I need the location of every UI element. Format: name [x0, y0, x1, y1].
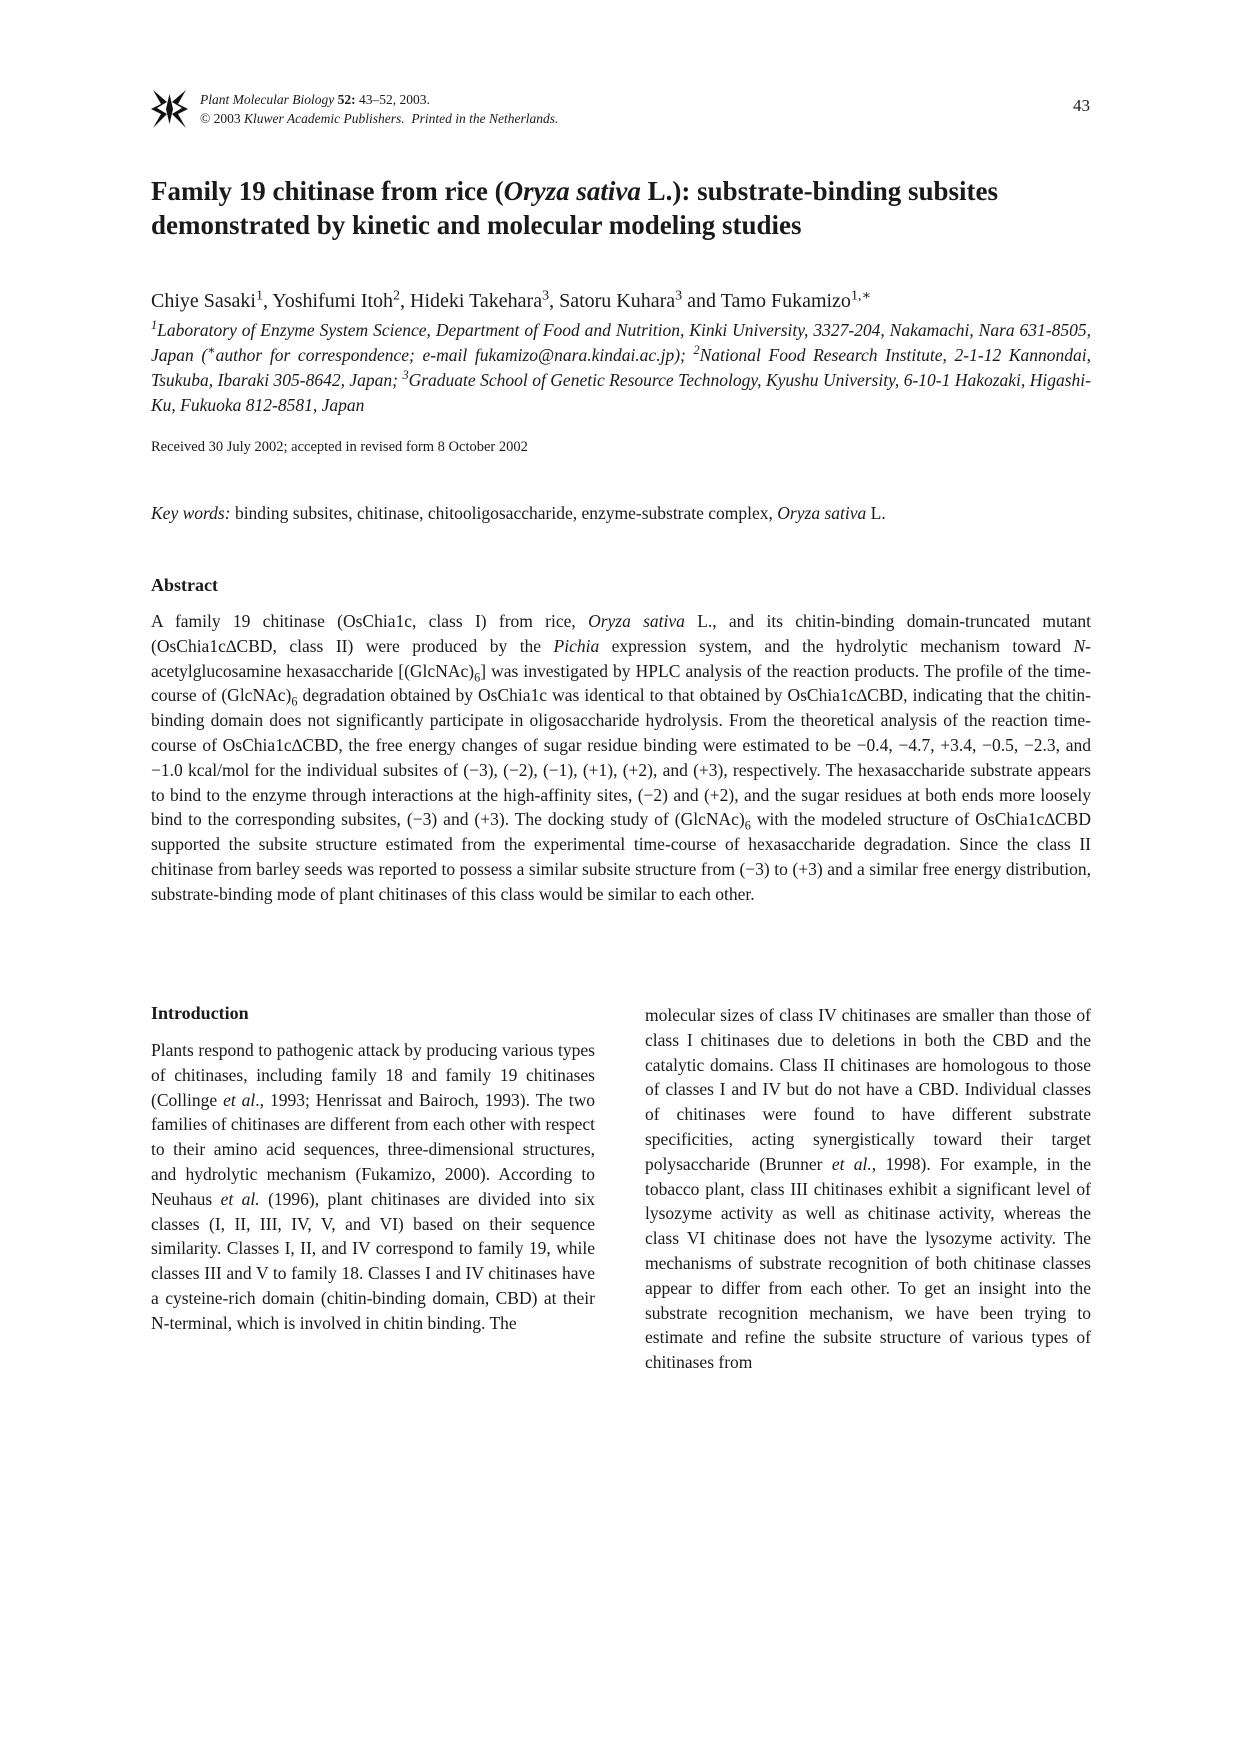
- affil-2-marker: 2: [693, 343, 700, 358]
- printed-location: Printed in the Netherlands.: [411, 111, 559, 126]
- affil-1-marker: 1: [151, 318, 158, 333]
- introduction-heading: Introduction: [151, 1003, 249, 1023]
- abstract-text: ] was investigated by HPLC analysis of the reaction products. The profile of the time-course of (GlcNAc): [151, 660, 1091, 706]
- title-part-1: Family 19 chitinase from rice (: [151, 176, 504, 206]
- abstract-text: expression system, and the hydrolytic mechanism toward: [599, 635, 1074, 656]
- author-4: , Satoru Kuhara: [549, 290, 676, 312]
- abstract-heading: Abstract: [151, 575, 218, 595]
- abstract-text: degradation obtained by OsChia1c was identical to that obtained by OsChia1c∆CBD, indicating that the chitin-binding domain does not significantly participate in oligosaccharide hydrolysis. From the theoretical analysis of the reaction time-course of OsChia1c∆CBD, the free energy changes of sugar residue binding were estimated to be −0.4, −4.7, +3.4, −0.5, −2.3, and −1.0 kcal/mol for the individual subsites of (−3), (−2), (−1), (+1), (+2), and (+3), respectively. The hexasaccharide substrate appears to bind to the enzyme through interactions at the high-affinity sites, (−2) and (+2), and the sugar residues at both ends more loosely bind to the corresponding subsites, (−3) and (+3). The docking study of (GlcNAc): [151, 685, 1092, 830]
- journal-line-2: [200, 109, 558, 128]
- affiliations: [151, 318, 1091, 418]
- keywords-suffix: L.: [866, 503, 886, 523]
- publisher-logo-icon: [151, 88, 188, 130]
- keywords: [151, 503, 1091, 524]
- author-1: Chiye Sasaki: [151, 290, 256, 312]
- journal-volume: 52:: [337, 92, 356, 107]
- author-2-affil: 2: [393, 288, 401, 304]
- abstract-subscript: 6: [474, 670, 481, 685]
- abstract-subscript: 6: [744, 818, 751, 833]
- author-2: , Yoshifumi Itoh: [263, 290, 394, 312]
- intro-text: (1996), plant chitinases are divided into six classes (I, II, III, IV, V, and VI) based on their sequence similarity. Classes I, II, and IV correspond to family 19, while classes III and V to family 18. Classes I and IV chitinases have a cysteine-rich domain (chitin-binding domain, CBD) at their N-terminal, which is involved in chitin binding. The: [151, 1188, 596, 1333]
- journal-citation: [200, 90, 558, 128]
- intro-etal: et al.: [220, 1188, 260, 1209]
- title-part-2: L.): substrate-binding subsites demonstrated by kinetic and molecular modeling studies: [151, 176, 998, 240]
- corresponding-marker: ∗: [207, 343, 216, 358]
- keywords-species: Oryza sativa: [777, 503, 867, 523]
- author-1-affil: 1: [256, 288, 263, 304]
- keywords-label: Key words:: [151, 503, 231, 523]
- author-list: [151, 288, 1091, 314]
- abstract-n-prefix: N: [1073, 635, 1086, 656]
- journal-name: Plant Molecular Biology: [200, 92, 335, 107]
- journal-line-1: [200, 90, 558, 109]
- affil-3-text: Graduate School of Genetic Resource Technology, Kyushu University, 6-10-1 Hakozaki, Higashi-Ku, Fukuoka 812-8581, Japan: [151, 370, 1092, 415]
- affil-2-text: National Food Research Institute, 2-1-12 Kannondai, Tsukuba, Ibaraki 305-8642, Japan;: [151, 345, 1091, 390]
- abstract-body: [151, 609, 1091, 907]
- abstract-text: L., and its chitin-binding domain-truncated mutant (OsChia1c∆CBD, class II) were produced by the: [151, 611, 1092, 656]
- author-4-affil: 3: [675, 288, 683, 304]
- author-5-affil: 1,∗: [850, 288, 871, 304]
- abstract-text: with the modeled structure of OsChia1c∆CBD supported the subsite structure estimated from the experimental time-course of hexasaccharide degradation. Since the class II chitinase from barley seeds was reported to possess a similar subsite structure from (−3) to (+3) and a similar free energy distribution, substrate-binding mode of plant chitinases of this class would be similar to each other.: [151, 809, 1091, 904]
- abstract-text: -acetylglucosamine hexasaccharide [(GlcNAc): [151, 635, 1091, 681]
- affil-1-text: Laboratory of Enzyme System Science, Department of Food and Nutrition, Kinki University, 3327-204, Nakamachi, Nara 631-8505, Japan (: [151, 320, 1091, 365]
- abstract-subscript: 6: [291, 694, 298, 709]
- abstract-species: Oryza sativa: [588, 611, 685, 631]
- affil-1-contact: author for correspondence; e-mail fukamizo@nara.kindai.ac.jp);: [215, 345, 694, 365]
- intro-etal: et al: [223, 1089, 256, 1110]
- intro-etal: et al.: [831, 1153, 872, 1174]
- introduction-right-column: [645, 1003, 1091, 1375]
- intro-text: , 1998). For example, in the tobacco plant, class III chitinases exhibit a significant level of lysozyme activity as well as chitinase activity, whereas the class VI chitinase does not have the lysozyme activity. The mechanisms of substrate recognition of both chitinase classes appear to differ from each other. To get an insight into the substrate recognition mechanism, we have been trying to estimate and refine the subsite structure of various types of chitinases from: [645, 1153, 1092, 1373]
- article-title: [151, 174, 1091, 242]
- received-dates: Received 30 July 2002; accepted in revised form 8 October 2002: [151, 439, 528, 455]
- intro-text: molecular sizes of class IV chitinases are smaller than those of class I chitinases due to deletions in both the CBD and the catalytic domains. Class II chitinases are homologous to those of classes I and IV but do not have a CBD. Individual classes of chitinases were found to have different substrate specificities, acting synergistically toward their target polysaccharide (Brunner: [645, 1005, 1091, 1174]
- publisher-name: Kluwer Academic Publishers.: [244, 111, 405, 126]
- intro-text: Plants respond to pathogenic attack by producing various types of chitinases, including family 18 and family 19 chitinases (Collinge: [151, 1040, 595, 1110]
- introduction-left-column: [151, 1038, 595, 1336]
- title-species: Oryza sativa: [503, 176, 641, 206]
- abstract-text: A family 19 chitinase (OsChia1c, class I) from rice,: [151, 611, 589, 631]
- affil-3-marker: 3: [402, 368, 409, 383]
- author-3: , Hideki Takehara: [400, 290, 543, 312]
- keywords-text: binding subsites, chitinase, chitooligosaccharide, enzyme-substrate complex,: [230, 503, 778, 523]
- abstract-genus: Pichia: [553, 635, 600, 656]
- page-number: 43: [1073, 96, 1090, 115]
- intro-text: ., 1993; Henrissat and Bairoch, 1993). The two families of chitinases are different from each other with respect to their amino acid sequences, three-dimensional structures, and hydrolytic mechanism (Fukamizo, 2000). According to Neuhaus: [151, 1089, 596, 1209]
- author-5: and Tamo Fukamizo: [682, 290, 851, 312]
- author-3-affil: 3: [542, 288, 550, 304]
- copyright-prefix: © 2003: [200, 111, 241, 126]
- journal-pages-year: 43–52, 2003.: [358, 92, 430, 107]
